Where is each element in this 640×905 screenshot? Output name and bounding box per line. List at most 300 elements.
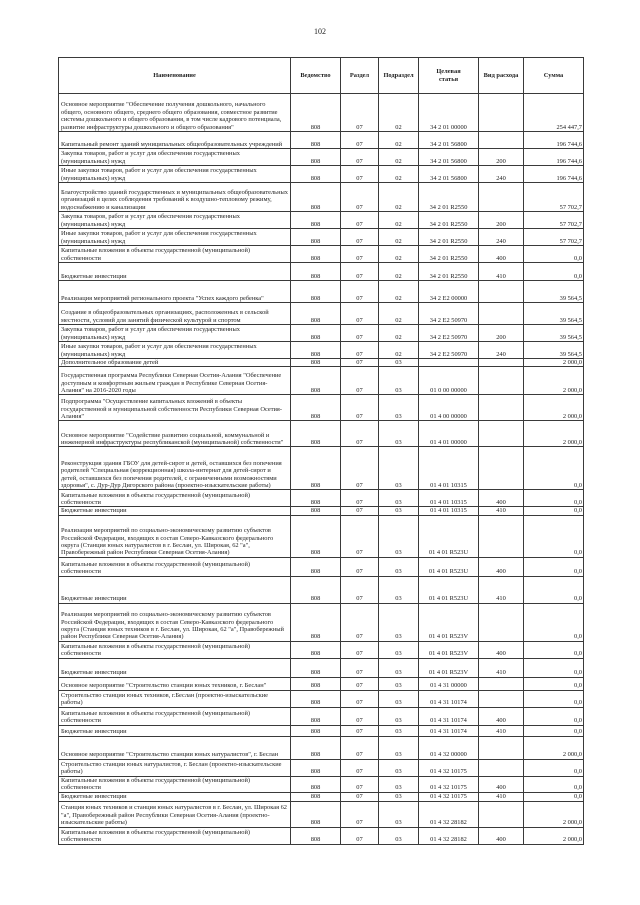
table-row xyxy=(59,603,584,641)
cell-section: 07 xyxy=(341,707,379,725)
cell-name: Реализация мероприятий по социально-экономическому развитию субъектов Российской Федерации, входящих в состав Северо-Кавказского федерального округа (Станция юных техников в г. Беслан, ул. Широкая, 62 "а", Правобережный район Республики Северная Осетия-Алания) xyxy=(59,603,291,641)
cell-name: Подпрограмма "Осуществление капитальных вложений в объекты государственной и муниципальной собственности Республики Северная Осетия-Алания" xyxy=(59,395,291,421)
cell-department: 808 xyxy=(291,776,341,792)
cell-name: Бюджетные инвестиции xyxy=(59,507,291,515)
cell-target-article: 34 2 01 56800 xyxy=(419,166,479,183)
cell-target-article: 01 4 32 00000 xyxy=(419,736,479,759)
cell-expense-type xyxy=(479,367,524,395)
cell-subsection: 02 xyxy=(379,263,419,281)
cell-name: Закупка товаров, работ и услуг для обеспечения государственных (муниципальных) нужд xyxy=(59,149,291,166)
cell-section: 07 xyxy=(341,94,379,132)
table-row xyxy=(59,792,584,801)
cell-section: 07 xyxy=(341,677,379,690)
cell-department: 808 xyxy=(291,603,341,641)
cell-department: 808 xyxy=(291,827,341,844)
cell-subsection: 03 xyxy=(379,759,419,776)
cell-name: Капитальные вложения в объекты государственной (муниципальной) собственности xyxy=(59,557,291,576)
cell-section: 07 xyxy=(341,557,379,576)
cell-department: 808 xyxy=(291,246,341,263)
cell-expense-type: 240 xyxy=(479,229,524,246)
header-subsection: Подраздел xyxy=(379,58,419,94)
table-row xyxy=(59,229,584,246)
header-department: Ведомство xyxy=(291,58,341,94)
cell-target-article: 34 2 E2 50970 xyxy=(419,303,479,325)
cell-name: Создание в общеобразовательных организациях, расположенных в сельской местности, условий для занятий физической культурой и спортом xyxy=(59,303,291,325)
cell-name: Закупка товаров, работ и услуг для обеспечения государственных (муниципальных) нужд xyxy=(59,212,291,229)
cell-section: 07 xyxy=(341,447,379,490)
cell-department: 808 xyxy=(291,132,341,149)
table-row xyxy=(59,801,584,827)
cell-expense-type xyxy=(479,759,524,776)
cell-name: Бюджетные инвестиции xyxy=(59,658,291,677)
cell-subsection: 03 xyxy=(379,776,419,792)
cell-expense-type: 400 xyxy=(479,707,524,725)
cell-target-article: 34 2 01 56800 xyxy=(419,132,479,149)
table-row xyxy=(59,490,584,507)
header-expense-type: Вид расхода xyxy=(479,58,524,94)
cell-name: Станция юных техников и станция юных натуралистов в г. Беслан, ул. Широкая 62 "а", Правобережный район Республики Северная Осетия-Алания (проектно-изыскательские работы) xyxy=(59,801,291,827)
cell-expense-type xyxy=(479,421,524,447)
cell-department: 808 xyxy=(291,725,341,736)
cell-name: Бюджетные инвестиции xyxy=(59,576,291,603)
cell-amount: 0,0 xyxy=(524,658,584,677)
table-row xyxy=(59,690,584,707)
header-amount: Сумма xyxy=(524,58,584,94)
table-row xyxy=(59,325,584,342)
header-section: Раздел xyxy=(341,58,379,94)
cell-expense-type xyxy=(479,183,524,212)
cell-section: 07 xyxy=(341,149,379,166)
cell-subsection: 02 xyxy=(379,246,419,263)
cell-subsection: 02 xyxy=(379,229,419,246)
table-row xyxy=(59,149,584,166)
cell-subsection: 03 xyxy=(379,801,419,827)
cell-amount: 0,0 xyxy=(524,792,584,801)
cell-department: 808 xyxy=(291,658,341,677)
cell-amount: 57 702,7 xyxy=(524,229,584,246)
cell-name: Капитальные вложения в объекты государственной (муниципальной) собственности xyxy=(59,490,291,507)
cell-department: 808 xyxy=(291,792,341,801)
header-name: Наименование xyxy=(59,58,291,94)
cell-section: 07 xyxy=(341,132,379,149)
cell-target-article: 34 2 01 R2550 xyxy=(419,183,479,212)
cell-subsection: 02 xyxy=(379,166,419,183)
cell-target-article: 34 2 01 R2550 xyxy=(419,263,479,281)
cell-target-article: 34 2 01 56800 xyxy=(419,149,479,166)
table-row xyxy=(59,395,584,421)
cell-department: 808 xyxy=(291,690,341,707)
cell-department: 808 xyxy=(291,229,341,246)
cell-subsection: 03 xyxy=(379,507,419,515)
cell-name: Благоустройство зданий государственных и муниципальных общеобразовательных организаций в целях соблюдения требований к воздушно-тепловому режиму, водоснабжению и канализации xyxy=(59,183,291,212)
cell-target-article: 34 2 01 R2550 xyxy=(419,229,479,246)
table-row xyxy=(59,707,584,725)
cell-name: Бюджетные инвестиции xyxy=(59,263,291,281)
cell-section: 07 xyxy=(341,246,379,263)
cell-name: Строительство станции юных натуралистов, г. Беслан (проектно-изыскательские работы) xyxy=(59,759,291,776)
cell-expense-type: 240 xyxy=(479,166,524,183)
cell-subsection: 02 xyxy=(379,281,419,303)
cell-department: 808 xyxy=(291,421,341,447)
cell-department: 808 xyxy=(291,641,341,658)
cell-subsection: 03 xyxy=(379,367,419,395)
cell-subsection: 03 xyxy=(379,707,419,725)
cell-subsection: 03 xyxy=(379,447,419,490)
cell-expense-type: 400 xyxy=(479,827,524,844)
cell-target-article: 01 4 31 10174 xyxy=(419,707,479,725)
cell-amount: 0,0 xyxy=(524,447,584,490)
cell-expense-type: 400 xyxy=(479,490,524,507)
cell-name: Капитальные вложения в объекты государственной (муниципальной) собственности xyxy=(59,246,291,263)
cell-subsection: 02 xyxy=(379,303,419,325)
header-row xyxy=(59,58,584,94)
cell-department: 808 xyxy=(291,367,341,395)
cell-amount: 2 000,0 xyxy=(524,395,584,421)
cell-name: Иные закупки товаров, работ и услуг для обеспечения государственных (муниципальных) нужд xyxy=(59,166,291,183)
cell-department: 808 xyxy=(291,342,341,359)
cell-subsection: 02 xyxy=(379,212,419,229)
cell-department: 808 xyxy=(291,263,341,281)
cell-subsection: 03 xyxy=(379,603,419,641)
cell-department: 808 xyxy=(291,707,341,725)
cell-expense-type xyxy=(479,677,524,690)
cell-amount: 0,0 xyxy=(524,557,584,576)
cell-amount: 0,0 xyxy=(524,690,584,707)
cell-department: 808 xyxy=(291,801,341,827)
table-body xyxy=(59,94,584,845)
cell-name: Капитальные вложения в объекты государственной (муниципальной) собственности xyxy=(59,641,291,658)
cell-expense-type: 200 xyxy=(479,149,524,166)
cell-target-article: 01 4 01 R523V xyxy=(419,641,479,658)
table-row xyxy=(59,725,584,736)
cell-amount: 39 564,5 xyxy=(524,281,584,303)
cell-amount: 2 000,0 xyxy=(524,359,584,367)
cell-expense-type: 400 xyxy=(479,776,524,792)
cell-section: 07 xyxy=(341,515,379,557)
cell-expense-type: 200 xyxy=(479,212,524,229)
cell-name: Реализация мероприятий по социально-экономическому развитию субъектов Российской Федерации, входящих в состав Северо-Кавказского федерального округа (Станция юных натуралистов в г. Беслан, ул. Широкая, 62 "а", Правобережный район Республики Северная Осетия-Алания) xyxy=(59,515,291,557)
cell-expense-type xyxy=(479,303,524,325)
cell-section: 07 xyxy=(341,263,379,281)
budget-table xyxy=(58,57,584,845)
cell-amount: 0,0 xyxy=(524,641,584,658)
cell-subsection: 03 xyxy=(379,725,419,736)
cell-expense-type xyxy=(479,395,524,421)
cell-section: 07 xyxy=(341,507,379,515)
cell-subsection: 02 xyxy=(379,183,419,212)
cell-name: Реконструкция здания ГБОУ для детей-сирот и детей, оставшихся без попечения родителей "Специальная (коррекционная) школа-интернат для детей-сирот и детей, оставшихся без попечения родителей, с ограниченными возможностями здоровья", с. Дур-Дур Дигорского района (проектно-изыскательские работы) xyxy=(59,447,291,490)
cell-department: 808 xyxy=(291,507,341,515)
table-row xyxy=(59,658,584,677)
cell-expense-type: 410 xyxy=(479,725,524,736)
table-row xyxy=(59,515,584,557)
table-row xyxy=(59,342,584,359)
cell-section: 07 xyxy=(341,792,379,801)
cell-subsection: 03 xyxy=(379,576,419,603)
cell-name: Капитальные вложения в объекты государственной (муниципальной) собственности xyxy=(59,827,291,844)
cell-section: 07 xyxy=(341,183,379,212)
table-row xyxy=(59,447,584,490)
cell-section: 07 xyxy=(341,421,379,447)
cell-target-article: 01 4 32 10175 xyxy=(419,759,479,776)
header-target-article-label: Целевая статья xyxy=(436,68,461,83)
cell-department: 808 xyxy=(291,677,341,690)
cell-expense-type: 400 xyxy=(479,641,524,658)
cell-expense-type xyxy=(479,94,524,132)
table-row xyxy=(59,166,584,183)
cell-target-article: 34 2 01 R2550 xyxy=(419,212,479,229)
cell-expense-type: 410 xyxy=(479,263,524,281)
cell-subsection: 02 xyxy=(379,132,419,149)
cell-department: 808 xyxy=(291,395,341,421)
cell-section: 07 xyxy=(341,658,379,677)
cell-amount: 2 000,0 xyxy=(524,421,584,447)
cell-target-article: 01 4 01 00000 xyxy=(419,421,479,447)
cell-subsection: 02 xyxy=(379,94,419,132)
cell-amount: 2 000,0 xyxy=(524,736,584,759)
cell-section: 07 xyxy=(341,827,379,844)
cell-department: 808 xyxy=(291,447,341,490)
cell-target-article xyxy=(419,359,479,367)
cell-section: 07 xyxy=(341,166,379,183)
cell-expense-type: 410 xyxy=(479,792,524,801)
cell-section: 07 xyxy=(341,281,379,303)
cell-name: Иные закупки товаров, работ и услуг для обеспечения государственных (муниципальных) нужд xyxy=(59,342,291,359)
table-row xyxy=(59,263,584,281)
table-row xyxy=(59,507,584,515)
table-row xyxy=(59,359,584,367)
cell-amount: 57 702,7 xyxy=(524,183,584,212)
cell-subsection: 02 xyxy=(379,325,419,342)
cell-subsection: 03 xyxy=(379,490,419,507)
cell-name: Капитальные вложения в объекты государственной (муниципальной) собственности xyxy=(59,707,291,725)
table-row xyxy=(59,421,584,447)
cell-section: 07 xyxy=(341,576,379,603)
cell-section: 07 xyxy=(341,325,379,342)
cell-name: Государственная программа Республики Северная Осетия-Алания "Обеспечение доступным и комфортным жильем граждан в Республике Северная Осетия-Алания" на 2016-2020 годы xyxy=(59,367,291,395)
cell-amount: 39 564,5 xyxy=(524,342,584,359)
table-row xyxy=(59,367,584,395)
cell-subsection: 02 xyxy=(379,342,419,359)
cell-target-article: 01 4 00 00000 xyxy=(419,395,479,421)
cell-target-article: 01 4 31 00000 xyxy=(419,677,479,690)
cell-amount: 0,0 xyxy=(524,677,584,690)
cell-target-article: 01 4 01 10315 xyxy=(419,447,479,490)
cell-name: Основное мероприятие "Обеспечение получения дошкольного, начального общего, основного общего, среднего общего образования, совместное развитие системы дошкольного и общего образования, в том числе кадрового потенциала, развитие инфраструктуры дошкольного и общего образования" xyxy=(59,94,291,132)
cell-expense-type: 410 xyxy=(479,576,524,603)
cell-department: 808 xyxy=(291,325,341,342)
cell-section: 07 xyxy=(341,736,379,759)
table-row xyxy=(59,677,584,690)
cell-subsection: 03 xyxy=(379,827,419,844)
cell-expense-type: 410 xyxy=(479,507,524,515)
cell-subsection: 03 xyxy=(379,690,419,707)
cell-subsection: 03 xyxy=(379,792,419,801)
cell-section: 07 xyxy=(341,367,379,395)
cell-expense-type: 200 xyxy=(479,325,524,342)
cell-expense-type xyxy=(479,359,524,367)
cell-target-article: 01 0 00 00000 xyxy=(419,367,479,395)
cell-subsection: 03 xyxy=(379,515,419,557)
cell-section: 07 xyxy=(341,395,379,421)
cell-target-article: 01 4 01 R523V xyxy=(419,658,479,677)
table-row xyxy=(59,94,584,132)
cell-section: 07 xyxy=(341,359,379,367)
cell-target-article: 01 4 32 28182 xyxy=(419,827,479,844)
cell-name: Бюджетные инвестиции xyxy=(59,792,291,801)
cell-subsection: 03 xyxy=(379,677,419,690)
cell-department: 808 xyxy=(291,759,341,776)
table-row xyxy=(59,212,584,229)
cell-subsection: 03 xyxy=(379,395,419,421)
cell-target-article: 34 2 E2 00000 xyxy=(419,281,479,303)
table-row xyxy=(59,827,584,844)
cell-amount: 0,0 xyxy=(524,725,584,736)
cell-name: Основное мероприятие "Содействие развитию социальной, коммунальной и инженерной инфраструктуры республиканской (муниципальной) собственности" xyxy=(59,421,291,447)
cell-department: 808 xyxy=(291,576,341,603)
cell-amount: 0,0 xyxy=(524,246,584,263)
cell-amount: 39 564,5 xyxy=(524,303,584,325)
cell-section: 07 xyxy=(341,776,379,792)
cell-amount: 2 000,0 xyxy=(524,367,584,395)
cell-department: 808 xyxy=(291,94,341,132)
cell-amount: 0,0 xyxy=(524,603,584,641)
table-row xyxy=(59,576,584,603)
cell-name: Основное мероприятие "Строительство станции юных техников, г. Беслан" xyxy=(59,677,291,690)
cell-subsection: 03 xyxy=(379,658,419,677)
table-row xyxy=(59,303,584,325)
cell-section: 07 xyxy=(341,801,379,827)
table-row xyxy=(59,736,584,759)
cell-expense-type xyxy=(479,690,524,707)
cell-expense-type xyxy=(479,281,524,303)
cell-target-article: 01 4 32 28182 xyxy=(419,801,479,827)
cell-target-article: 34 2 01 R2550 xyxy=(419,246,479,263)
cell-subsection: 02 xyxy=(379,149,419,166)
cell-name: Закупка товаров, работ и услуг для обеспечения государственных (муниципальных) нужд xyxy=(59,325,291,342)
cell-amount: 0,0 xyxy=(524,776,584,792)
cell-target-article: 01 4 31 10174 xyxy=(419,690,479,707)
cell-expense-type xyxy=(479,801,524,827)
cell-section: 07 xyxy=(341,725,379,736)
cell-section: 07 xyxy=(341,212,379,229)
cell-department: 808 xyxy=(291,515,341,557)
cell-expense-type: 240 xyxy=(479,342,524,359)
cell-section: 07 xyxy=(341,342,379,359)
cell-section: 07 xyxy=(341,690,379,707)
cell-target-article: 34 2 E2 50970 xyxy=(419,325,479,342)
cell-amount: 39 564,5 xyxy=(524,325,584,342)
cell-name: Иные закупки товаров, работ и услуг для обеспечения государственных (муниципальных) нужд xyxy=(59,229,291,246)
cell-department: 808 xyxy=(291,490,341,507)
cell-amount: 2 000,0 xyxy=(524,827,584,844)
cell-subsection: 03 xyxy=(379,557,419,576)
table-row xyxy=(59,776,584,792)
table-row xyxy=(59,641,584,658)
cell-department: 808 xyxy=(291,281,341,303)
cell-target-article: 01 4 32 10175 xyxy=(419,776,479,792)
cell-expense-type xyxy=(479,447,524,490)
cell-amount: 0,0 xyxy=(524,490,584,507)
cell-amount: 0,0 xyxy=(524,515,584,557)
cell-amount: 0,0 xyxy=(524,507,584,515)
cell-expense-type: 410 xyxy=(479,658,524,677)
cell-section: 07 xyxy=(341,303,379,325)
cell-target-article: 34 2 01 00000 xyxy=(419,94,479,132)
table-row xyxy=(59,557,584,576)
cell-section: 07 xyxy=(341,229,379,246)
cell-name: Капитальные вложения в объекты государственной (муниципальной) собственности xyxy=(59,776,291,792)
cell-subsection: 03 xyxy=(379,359,419,367)
table-row xyxy=(59,183,584,212)
cell-name: Бюджетные инвестиции xyxy=(59,725,291,736)
page-number: 102 xyxy=(314,27,326,36)
cell-expense-type xyxy=(479,603,524,641)
cell-target-article: 01 4 01 R523V xyxy=(419,603,479,641)
cell-amount: 0,0 xyxy=(524,707,584,725)
cell-subsection: 03 xyxy=(379,736,419,759)
cell-amount: 0,0 xyxy=(524,263,584,281)
cell-expense-type: 400 xyxy=(479,557,524,576)
cell-amount: 196 744,6 xyxy=(524,166,584,183)
table-row xyxy=(59,759,584,776)
cell-target-article: 01 4 01 10315 xyxy=(419,507,479,515)
table-row xyxy=(59,246,584,263)
cell-subsection: 03 xyxy=(379,421,419,447)
cell-amount: 196 744,6 xyxy=(524,149,584,166)
header-target-article xyxy=(419,58,479,94)
cell-section: 07 xyxy=(341,490,379,507)
cell-expense-type: 400 xyxy=(479,246,524,263)
cell-name: Капитальный ремонт зданий муниципальных общеобразовательных учреждений xyxy=(59,132,291,149)
cell-target-article: 01 4 01 10315 xyxy=(419,490,479,507)
cell-section: 07 xyxy=(341,603,379,641)
cell-expense-type xyxy=(479,515,524,557)
cell-department: 808 xyxy=(291,736,341,759)
cell-department: 808 xyxy=(291,212,341,229)
cell-amount: 196 744,6 xyxy=(524,132,584,149)
cell-name: Строительство станции юных техников, г.Беслан (проектно-изыскательские работы) xyxy=(59,690,291,707)
cell-target-article: 01 4 31 10174 xyxy=(419,725,479,736)
cell-subsection: 03 xyxy=(379,641,419,658)
cell-name: Реализация мероприятий регионального проекта "Успех каждого ребенка" xyxy=(59,281,291,303)
cell-amount: 0,0 xyxy=(524,759,584,776)
table-header xyxy=(59,58,584,94)
cell-section: 07 xyxy=(341,641,379,658)
budget-table-container xyxy=(58,57,583,845)
cell-department: 808 xyxy=(291,183,341,212)
cell-target-article: 01 4 01 R523U xyxy=(419,515,479,557)
cell-department: 808 xyxy=(291,303,341,325)
cell-target-article: 01 4 32 10175 xyxy=(419,792,479,801)
cell-department: 808 xyxy=(291,166,341,183)
cell-target-article: 01 4 01 R523U xyxy=(419,557,479,576)
table-row xyxy=(59,132,584,149)
cell-expense-type xyxy=(479,736,524,759)
cell-amount: 57 702,7 xyxy=(524,212,584,229)
cell-department: 808 xyxy=(291,359,341,367)
cell-target-article: 01 4 01 R523U xyxy=(419,576,479,603)
cell-department: 808 xyxy=(291,557,341,576)
cell-name: Основное мероприятие "Строительство станции юных натуралистов", г. Беслан xyxy=(59,736,291,759)
cell-name: Дополнительное образование детей xyxy=(59,359,291,367)
cell-amount: 2 000,0 xyxy=(524,801,584,827)
cell-department: 808 xyxy=(291,149,341,166)
table-row xyxy=(59,281,584,303)
cell-target-article: 34 2 E2 50970 xyxy=(419,342,479,359)
cell-section: 07 xyxy=(341,759,379,776)
cell-amount: 0,0 xyxy=(524,576,584,603)
